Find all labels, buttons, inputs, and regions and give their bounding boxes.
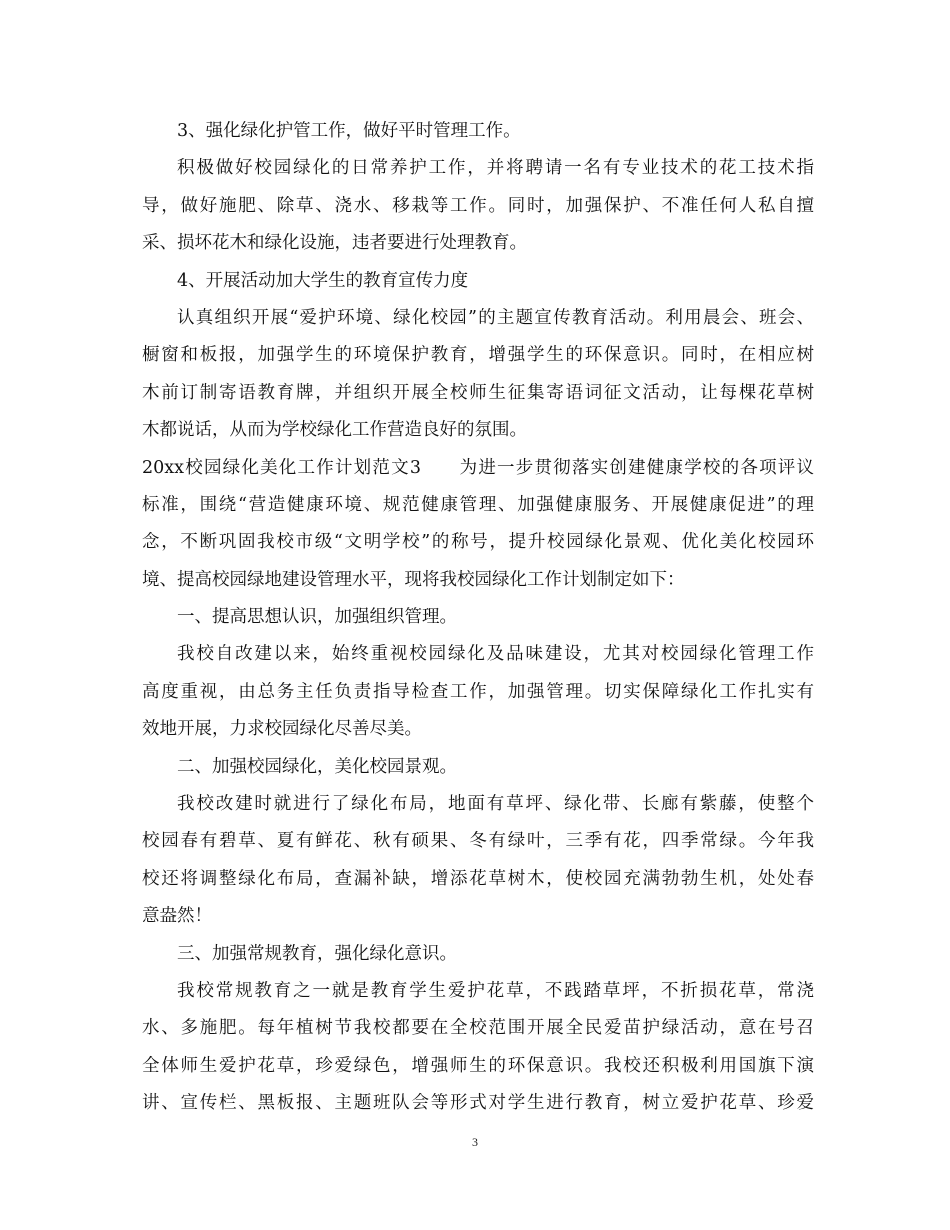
section-heading: 一、提高思想认识，加强组织管理。 [177,607,457,628]
paragraph-line: 高度重视，由总务主任负责指导检查工作，加强管理。切实保障绿化工作扎实有 [142,681,814,702]
paragraph-line: 采、损坏花木和绿化设施，违者要进行处理教育。 [142,233,527,254]
document-body [142,113,814,1123]
paragraph-line: 效地开展，力求校园绿化尽善尽美。 [142,719,422,740]
paragraph-line: 境、提高校园绿地建设管理水平，现将我校园绿化工作计划制定如下： [142,569,685,590]
section-heading: 三、加强常规教育，强化绿化意识。 [177,943,457,964]
paragraph-line: 我校常规教育之一就是教育学生爱护花草，不践踏草坪，不折损花草，常浇 [177,980,814,1001]
section-heading: 4、开展活动加大学生的教育宣传力度 [177,270,469,291]
paragraph-line: 积极做好校园绿化的日常养护工作，并将聘请一名有专业技术的花工技术指 [177,158,814,179]
paragraph-line: 导，做好施肥、除草、浇水、移栽等工作。同时，加强保护、不准任何人私自擅 [142,195,814,216]
paragraph-line: 全体师生爱护花草，珍爱绿色，增强师生的环保意识。我校还积极利用国旗下演 [142,1055,814,1076]
paragraph-line: 认真组织开展“爱护环境、绿化校园”的主题宣传教育活动。利用晨会、班会、 [177,307,814,328]
paragraph-line: 意盎然！ [142,906,212,927]
paragraph-line: 我校自改建以来，始终重视校园绿化及品味建设，尤其对校园绿化管理工作 [177,644,814,665]
paragraph-line: 校还将调整绿化布局，查漏补缺，增添花草树木，使校园充满勃勃生机，处处春 [142,868,814,889]
paragraph-line: 木前订制寄语教育牌，并组织开展全校师生征集寄语词征文活动，让每棵花草树 [142,382,814,403]
paragraph-line: 水、多施肥。每年植树节我校都要在全校范围开展全民爱苗护绿活动，意在号召 [142,1018,814,1039]
article-title-line: 20xx校园绿化美化工作计划范文3 为进一步贯彻落实创建健康学校的各项评议 [142,457,814,478]
paragraph-line: 念，不断巩固我校市级“文明学校”的称号，提升校园绿化景观、优化美化校园环 [142,532,814,553]
paragraph-line: 木都说话，从而为学校绿化工作营造良好的氛围。 [142,420,527,441]
paragraph-line: 标准，围绕“营造健康环境、规范健康管理、加强健康服务、开展健康促进”的理 [142,494,814,515]
paragraph-line: 橱窗和板报，加强学生的环境保护教育，增强学生的环保意识。同时，在相应树 [142,345,814,366]
paragraph-line: 校园春有碧草、夏有鲜花、秋有硕果、冬有绿叶，三季有花，四季常绿。今年我 [142,831,814,852]
section-heading: 二、加强校园绿化，美化校园景观。 [177,756,457,777]
paragraph-line: 我校改建时就进行了绿化布局，地面有草坪、绿化带、长廊有紫藤，使整个 [177,794,814,815]
page-number: 3 [472,1135,478,1149]
paragraph-line: 讲、宣传栏、黑板报、主题班队会等形式对学生进行教育，树立爱护花草、珍爱 [142,1093,814,1114]
section-heading: 3、强化绿化护管工作，做好平时管理工作。 [177,121,521,141]
